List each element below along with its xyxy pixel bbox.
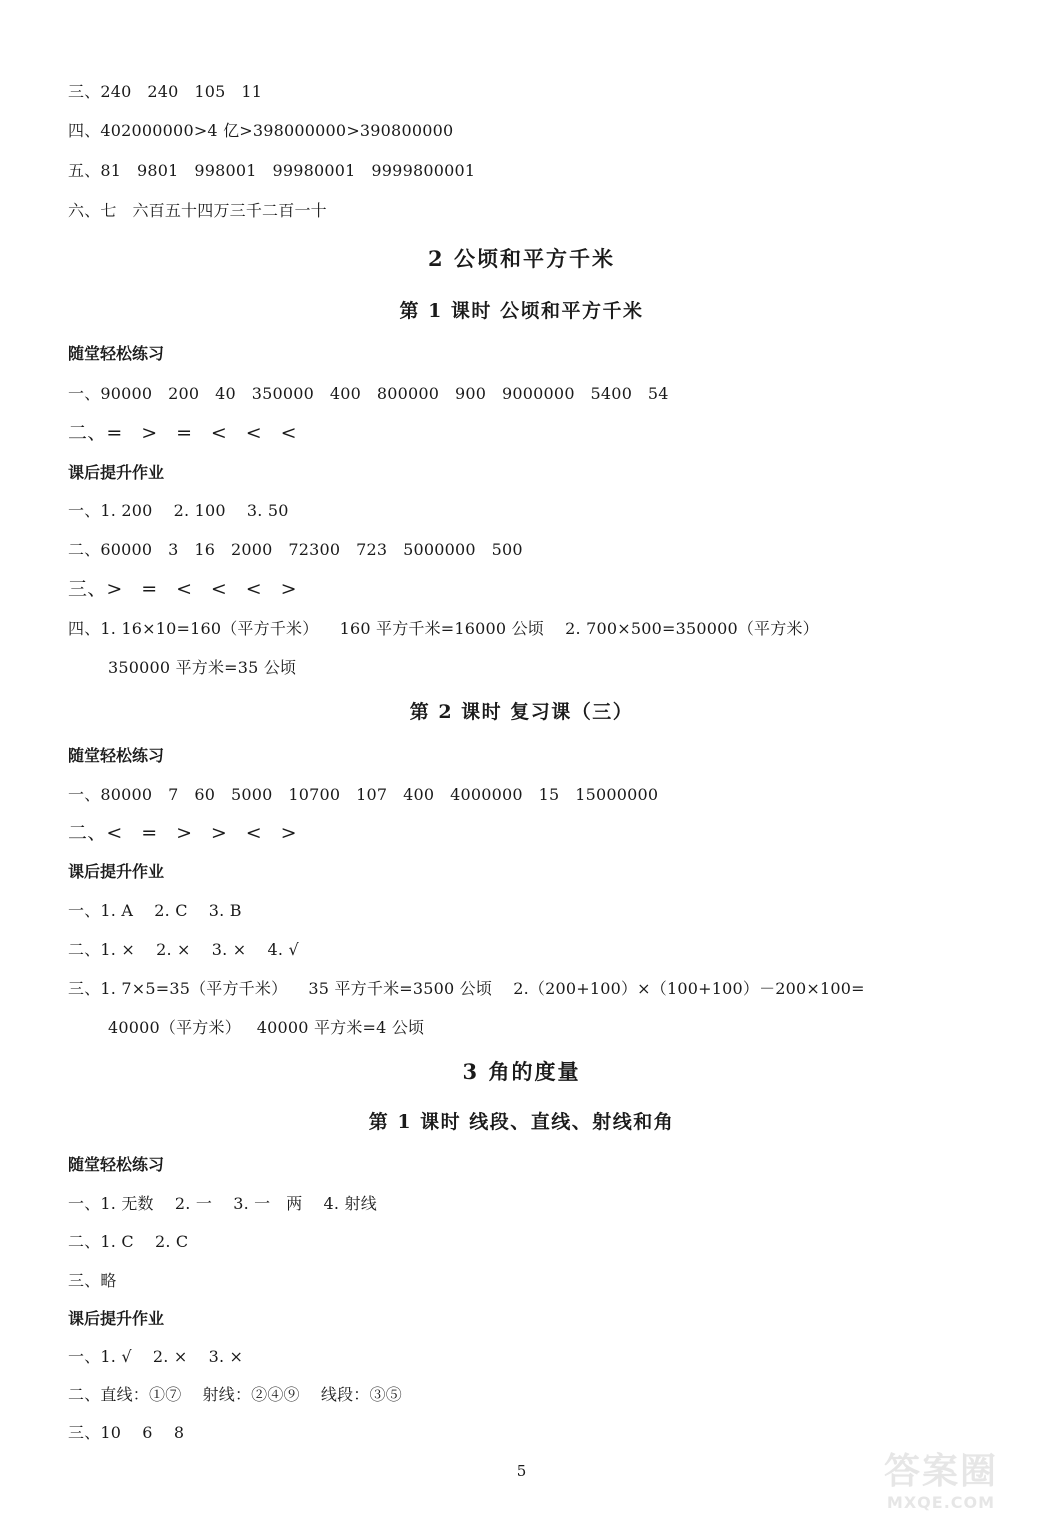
chapter-3-lesson-1-title: 第 1 课时 线段、直线、射线和角 — [368, 1111, 675, 1133]
section-label-in-class: 随堂轻松练习 — [68, 746, 165, 765]
answer-line-5: 五、81 9801 998001 99980001 9999800001 — [68, 161, 476, 180]
section-label-in-class: 随堂轻松练习 — [68, 344, 165, 363]
answer-line: 一、1. √ 2. × 3. × — [68, 1347, 244, 1366]
chapter-3-title: 3 角的度量 — [462, 1059, 581, 1084]
chapter-2-title: 2 公顷和平方千米 — [428, 246, 615, 271]
section-label-homework: 课后提升作业 — [68, 1309, 165, 1328]
answer-line: 三、略 — [68, 1271, 117, 1290]
answer-line: 二、1. C 2. C — [68, 1232, 189, 1251]
section-label-in-class: 随堂轻松练习 — [68, 1155, 165, 1174]
answer-line-4: 四、402000000>4 亿>398000000>390800000 — [68, 121, 454, 140]
answer-line: 一、1. 200 2. 100 3. 50 — [68, 501, 289, 520]
answer-line: 一、1. A 2. C 3. B — [68, 901, 242, 920]
answer-line-continued: 40000（平方米） 40000 平方米=4 公顷 — [108, 1018, 425, 1037]
answer-line-continued: 350000 平方米=35 公顷 — [108, 658, 297, 677]
answer-line-6: 六、七 六百五十四万三千二百一十 — [68, 201, 327, 220]
chapter-2-lesson-2-title: 第 2 课时 复习课（三） — [409, 701, 634, 723]
answer-line: 二、60000 3 16 2000 72300 723 5000000 500 — [68, 540, 523, 559]
answer-line: 四、1. 16×10=160（平方千米） 160 平方千米=16000 公顷 2. 700×500=350000（平方米） — [68, 619, 819, 638]
answer-line: 二、1. × 2. × 3. × 4. √ — [68, 940, 299, 959]
answer-line: 一、80000 7 60 5000 10700 107 400 4000000 15 15000000 — [68, 785, 659, 804]
watermark-logo-text: 答案圈 — [883, 1451, 998, 1492]
answer-line: 二、直线：①⑦ 射线：②④⑨ 线段：③⑤ — [68, 1385, 402, 1404]
answer-line-3: 三、240 240 105 11 — [68, 82, 263, 101]
answer-line: 一、90000 200 40 350000 400 800000 900 9000000 5400 54 — [68, 384, 669, 403]
section-label-homework: 课后提升作业 — [68, 862, 165, 881]
answer-line: 三、> = < < < > — [68, 578, 297, 600]
answer-line: 三、10 6 8 — [68, 1423, 185, 1442]
answer-line: 三、1. 7×5=35（平方千米） 35 平方千米=3500 公顷 2.（200+100）×（100+100）－200×100= — [68, 979, 865, 998]
section-label-homework: 课后提升作业 — [68, 463, 165, 482]
answer-line: 二、< = > > < > — [68, 822, 297, 844]
answer-line: 二、= > = < < < — [68, 422, 297, 444]
chapter-2-lesson-1-title: 第 1 课时 公顷和平方千米 — [399, 300, 644, 322]
answer-line: 一、1. 无数 2. 一 3. 一 两 4. 射线 — [68, 1194, 377, 1213]
page-number: 5 — [516, 1462, 527, 1480]
site-watermark-logo — [861, 1452, 1021, 1522]
watermark-domain-text: MXQE.COM — [886, 1493, 996, 1512]
